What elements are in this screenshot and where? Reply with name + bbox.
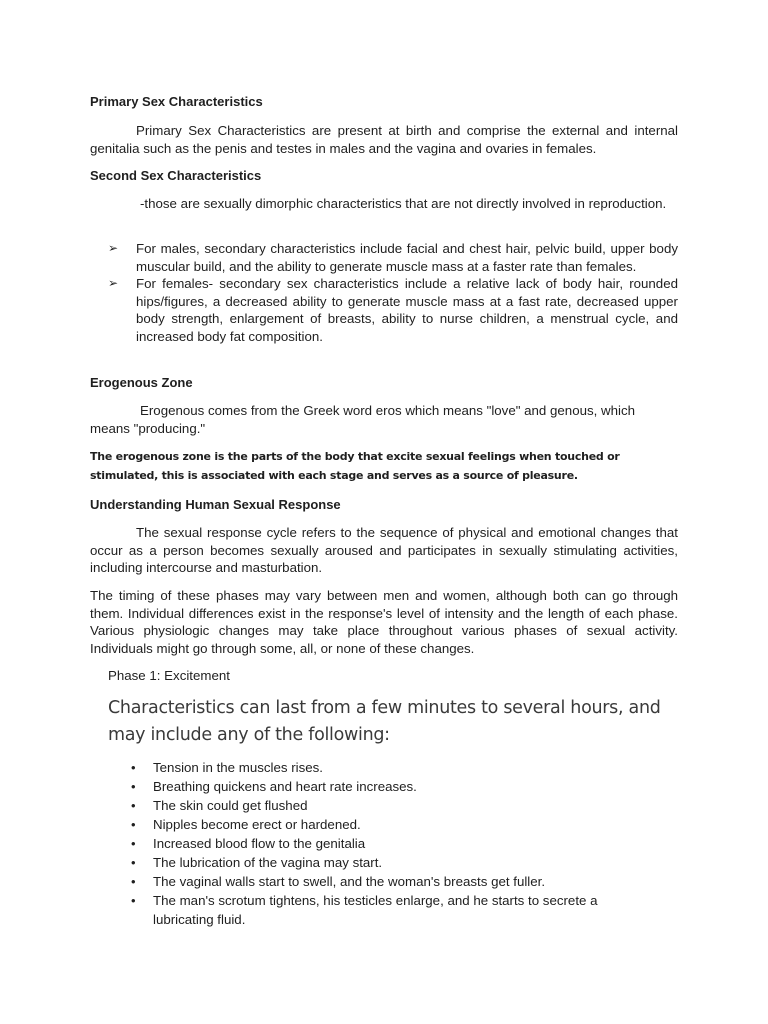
paragraph-sexual-response-cycle: The sexual response cycle refers to the sequence of physical and emotional changes that occur as a person becomes sexually aroused and participates in sexually stimulating activities, including intercourse and masturbation. — [90, 525, 678, 575]
list-item — [90, 872, 650, 891]
list-item — [90, 834, 650, 853]
list-item — [90, 758, 650, 777]
paragraph-erogenous-definition: Erogenous comes from the Greek word eros which means "love" and genous, which means "producing." — [90, 403, 636, 436]
bullet-icon: • — [131, 779, 136, 794]
bullet-icon: • — [131, 760, 136, 775]
list-item-text: The man's scrotum tightens, his testicles enlarge, and he starts to secrete a lubricating fluid. — [153, 893, 598, 927]
paragraph-second-sex-characteristics: -those are sexually dimorphic characteristics that are not directly involved in reproduction. — [140, 196, 667, 211]
list-item-males — [90, 240, 678, 275]
phase-1-intro: Characteristics can last from a few minutes to several hours, and may include any of the following: — [108, 698, 661, 745]
bullet-icon: • — [131, 798, 136, 813]
bullet-icon: • — [131, 893, 136, 908]
list-item-text: The skin could get flushed — [153, 798, 308, 813]
list-item-text: The vaginal walls start to swell, and the woman's breasts get fuller. — [153, 874, 546, 889]
bullet-icon: • — [131, 836, 136, 851]
phase-1-title: Phase 1: Excitement — [108, 668, 230, 683]
list-item-text: For females- secondary sex characteristics include a relative lack of body hair, rounded hips/figures, a decreased ability to generate muscle mass at a fast rate, decreased upper body strength, enlargement of breasts, ability to nurse children, a menstrual cycle, and increased body fat composition. — [136, 276, 678, 344]
list-item — [90, 853, 650, 872]
list-item — [90, 796, 650, 815]
bullet-icon: • — [131, 874, 136, 889]
list-item-text: Nipples become erect or hardened. — [153, 817, 361, 832]
arrow-bullet-icon: ➢ — [108, 276, 119, 290]
bullet-icon: • — [131, 817, 136, 832]
paragraph-phase-timing: The timing of these phases may vary between men and women, although both can go through them. Individual differences exist in the response's level of intensity and the length of each phase. Various physiologic changes may take place throughout various phases of sexual activity. Individuals might go through some, all, or none of these changes. — [90, 588, 678, 656]
excitement-characteristics-list — [90, 758, 650, 929]
list-item-text: Breathing quickens and heart rate increases. — [153, 779, 417, 794]
arrow-bullet-icon: ➢ — [108, 241, 119, 255]
list-item — [90, 815, 650, 834]
list-item — [90, 891, 650, 929]
heading-understanding-sexual-response: Understanding Human Sexual Response — [90, 497, 341, 512]
list-item-text: Increased blood flow to the genitalia — [153, 836, 366, 851]
heading-erogenous-zone: Erogenous Zone — [90, 375, 193, 390]
secondary-characteristics-list — [90, 240, 678, 345]
list-item-females — [90, 275, 678, 345]
list-item-text: Tension in the muscles rises. — [153, 760, 323, 775]
paragraph-primary-sex-characteristics: Primary Sex Characteristics are present at birth and comprise the external and internal genitalia such as the penis and testes in males and the vagina and ovaries in females. — [90, 123, 678, 156]
heading-second-sex-characteristics: Second Sex Characteristics — [90, 168, 262, 183]
bullet-icon: • — [131, 855, 136, 870]
heading-primary-sex-characteristics: Primary Sex Characteristics — [90, 94, 263, 109]
list-item-text: The lubrication of the vagina may start. — [153, 855, 383, 870]
list-item — [90, 777, 650, 796]
erogenous-zone-note: The erogenous zone is the parts of the body that excite sexual feelings when touched or stimulated, this is associated with each stage and serves as a source of pleasure. — [90, 450, 620, 482]
list-item-text: For males, secondary characteristics include facial and chest hair, pelvic build, upper body muscular build, and the ability to generate muscle mass at a faster rate than females. — [136, 241, 678, 274]
